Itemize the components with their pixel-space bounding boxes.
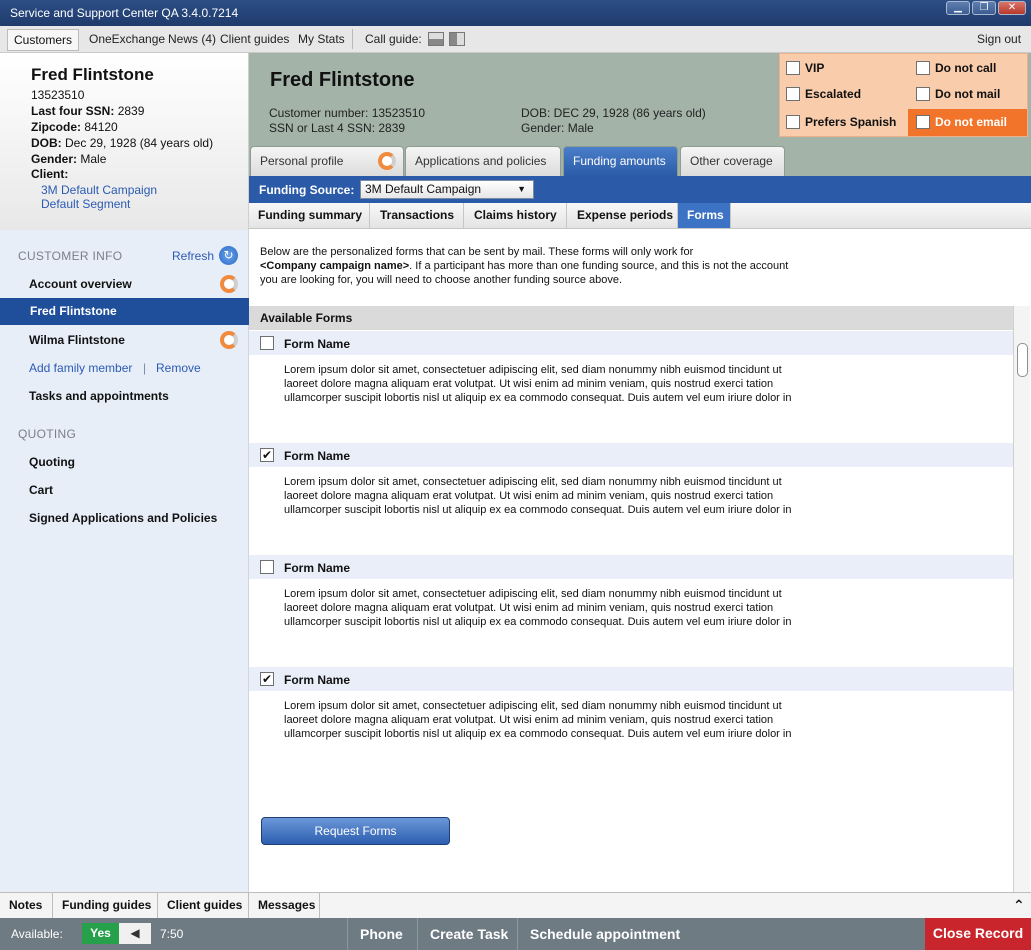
subtab-expense-periods[interactable]: Expense periods <box>568 203 678 228</box>
tab-personal-profile[interactable]: Personal profile <box>250 146 404 176</box>
menu-divider <box>352 29 353 49</box>
progress-ring-icon <box>220 275 238 293</box>
bottom-tabs <box>0 892 1031 918</box>
customer-summary-panel <box>0 53 249 230</box>
available-forms-heading: Available Forms <box>249 306 1013 330</box>
window-title: Service and Support Center QA 3.4.0.7214 <box>10 6 239 20</box>
form-description: Lorem ipsum dolor sit amet, consectetuer adipiscing elit, sed diam nonummy nibh euismod tincidunt ut laoreet dolore magna aliquam erat volutpat. Ut wisi enim ad minim veniam, quis nostrud exerci tation ullamcorper suscipit lobortis nisl ut aliquip ex ea commodo consequat. Duis autem vel eum iriure dolor in <box>284 364 792 404</box>
do-not-call-checkbox[interactable] <box>916 61 930 75</box>
customer-name: Fred Flintstone <box>31 65 154 84</box>
form-row[interactable] <box>249 331 1013 355</box>
progress-ring-icon <box>220 331 238 349</box>
form-checkbox[interactable] <box>260 560 274 574</box>
form-row[interactable] <box>249 443 1013 467</box>
sidebar-item-wilma-flintstone[interactable]: Wilma Flintstone <box>29 333 125 347</box>
close-record-button[interactable]: Close Record <box>925 918 1031 950</box>
vip-checkbox[interactable] <box>786 61 800 75</box>
sidebar-item-cart[interactable]: Cart <box>29 483 54 497</box>
customer-info-heading: CUSTOMER INFO <box>18 249 123 263</box>
tab-messages[interactable]: Messages <box>249 893 320 919</box>
form-description: Lorem ipsum dolor sit amet, consectetuer adipiscing elit, sed diam nonummy nibh euismod tincidunt ut laoreet dolore magna aliquam erat volutpat. Ut wisi enim ad minim veniam, quis nostrud exerci tation ullamcorper suscipit lobortis nisl ut aliquip ex ea commodo consequat. Duis autem vel eum iriure dolor in <box>284 700 792 740</box>
subtab-claims-history[interactable]: Claims history <box>465 203 567 228</box>
customer-flags-panel: VIP Escalated Prefers Spanish Do not call Do not mail Do not email <box>779 53 1028 137</box>
tab-notes[interactable]: Notes <box>0 893 53 919</box>
header-customer-name: Fred Flintstone <box>270 69 415 91</box>
customer-dob: DOB: Dec 29, 1928 (84 years old) <box>31 136 214 150</box>
header-customer-number: Customer number: 13523510 <box>269 106 426 120</box>
available-label: Available: <box>11 927 63 941</box>
prefers-spanish-checkbox[interactable] <box>786 115 800 129</box>
sidebar <box>0 230 249 892</box>
funding-source-label: Funding Source: <box>259 183 355 197</box>
subtab-forms[interactable]: Forms <box>678 203 731 228</box>
call-guide-label: Call guide: <box>365 32 422 46</box>
flag-do-not-email[interactable]: Do not email <box>908 109 1027 136</box>
close-button[interactable]: ✕ <box>998 1 1026 15</box>
customer-gender: Gender: Male <box>31 152 107 166</box>
sidebar-item-account-overview[interactable]: Account overview <box>29 277 132 291</box>
quoting-heading: QUOTING <box>18 427 77 441</box>
subtabs <box>249 203 1031 229</box>
menu-customers[interactable]: Customers <box>7 29 79 51</box>
form-checkbox[interactable] <box>260 336 274 350</box>
remove-link[interactable]: Remove <box>156 361 201 375</box>
customer-zip: Zipcode: 84120 <box>31 120 118 134</box>
call-guide-vertical-icon[interactable] <box>449 32 465 46</box>
schedule-appointment-button[interactable]: Schedule appointment <box>517 918 687 950</box>
progress-ring-icon <box>378 152 396 170</box>
refresh-link[interactable]: Refresh <box>172 249 215 263</box>
sidebar-item-fred-flintstone[interactable]: Fred Flintstone <box>0 298 249 325</box>
menu-news[interactable]: News (4) <box>168 32 217 46</box>
funding-source-bar <box>249 176 1031 203</box>
sidebar-item-quoting[interactable]: Quoting <box>29 455 75 469</box>
subtab-transactions[interactable]: Transactions <box>371 203 464 228</box>
form-name: Form Name <box>284 337 351 351</box>
previous-arrow-icon[interactable]: ◀ <box>119 923 151 944</box>
form-description: Lorem ipsum dolor sit amet, consectetuer adipiscing elit, sed diam nonummy nibh euismod tincidunt ut laoreet dolore magna aliquam erat volutpat. Ut wisi enim ad minim veniam, quis nostrud exerci tation ullamcorper suscipit lobortis nisl ut aliquip ex ea commodo consequat. Duis autem vel eum iriure dolor in <box>284 476 792 516</box>
menu-my-stats[interactable]: My Stats <box>298 32 345 46</box>
available-yes-toggle[interactable]: Yes <box>82 923 119 944</box>
menu-bar <box>0 26 1031 53</box>
create-task-button[interactable]: Create Task <box>417 918 517 950</box>
form-name: Form Name <box>284 673 351 687</box>
tab-funding-amounts[interactable]: Funding amounts <box>563 146 678 176</box>
minimize-button[interactable]: ▁ <box>946 1 970 15</box>
header-gender: Gender: Male <box>521 121 594 135</box>
client-segment-link[interactable]: Default Segment <box>41 197 131 211</box>
forms-intro: Below are the personalized forms that can be sent by mail. These forms will only work for <Company campaign name>. If a participant has more than one funding source, and this is not the account you are looking for, you will need to choose another funding source above. <box>260 246 789 286</box>
do-not-mail-checkbox[interactable] <box>916 87 930 101</box>
tab-client-guides[interactable]: Client guides <box>158 893 249 919</box>
tab-other-coverage[interactable]: Other coverage <box>680 146 785 176</box>
form-description: Lorem ipsum dolor sit amet, consectetuer adipiscing elit, sed diam nonummy nibh euismod tincidunt ut laoreet dolore magna aliquam erat volutpat. Ut wisi enim ad minim veniam, quis nostrud exerci tation ullamcorper suscipit lobortis nisl ut aliquip ex ea commodo consequat. Duis autem vel eum iriure dolor in <box>284 588 792 628</box>
escalated-checkbox[interactable] <box>786 87 800 101</box>
forms-content <box>249 229 1013 892</box>
scrollbar-thumb[interactable] <box>1017 343 1028 377</box>
customer-ssn: Last four SSN: 2839 <box>31 104 145 118</box>
phone-button[interactable]: Phone <box>347 918 417 950</box>
call-guide-horizontal-icon[interactable] <box>428 32 444 46</box>
form-name: Form Name <box>284 561 351 575</box>
customer-number: 13523510 <box>31 88 85 102</box>
tab-funding-guides[interactable]: Funding guides <box>53 893 158 919</box>
form-row[interactable] <box>249 555 1013 579</box>
customer-client-label: Client: <box>31 167 69 181</box>
call-timer: 7:50 <box>160 927 184 941</box>
sidebar-item-signed-applications[interactable]: Signed Applications and Policies <box>29 511 218 525</box>
do-not-email-checkbox[interactable] <box>916 115 930 129</box>
add-family-member-link[interactable]: Add family member <box>29 361 133 375</box>
header-ssn: SSN or Last 4 SSN: 2839 <box>269 121 406 135</box>
form-row[interactable] <box>249 667 1013 691</box>
form-name: Form Name <box>284 449 351 463</box>
chevron-down-icon: ▼ <box>517 184 526 194</box>
link-separator: | <box>143 361 147 375</box>
header-dob: DOB: DEC 29, 1928 (86 years old) <box>521 106 706 120</box>
sidebar-item-tasks[interactable]: Tasks and appointments <box>29 389 169 403</box>
refresh-icon[interactable]: ↻ <box>219 246 238 265</box>
sign-out-link[interactable]: Sign out <box>977 32 1022 46</box>
client-campaign-link[interactable]: 3M Default Campaign <box>41 183 158 197</box>
status-bar <box>0 918 1031 950</box>
form-checkbox-checked[interactable]: ✔ <box>261 448 273 462</box>
menu-oneexchange[interactable]: OneExchange <box>89 32 166 46</box>
request-forms-button[interactable]: Request Forms <box>261 817 450 845</box>
tab-applications-policies[interactable]: Applications and policies <box>405 146 561 176</box>
title-bar <box>0 0 1031 26</box>
content-scrollbar[interactable] <box>1013 306 1030 892</box>
maximize-button[interactable]: ❐ <box>972 1 996 15</box>
subtab-funding-summary[interactable]: Funding summary <box>249 203 370 228</box>
form-checkbox-checked[interactable]: ✔ <box>261 672 273 686</box>
collapse-icon[interactable]: ⌃ <box>1013 897 1025 913</box>
funding-source-select[interactable]: 3M Default Campaign ▼ <box>360 180 534 199</box>
menu-client-guides[interactable]: Client guides <box>220 32 290 46</box>
